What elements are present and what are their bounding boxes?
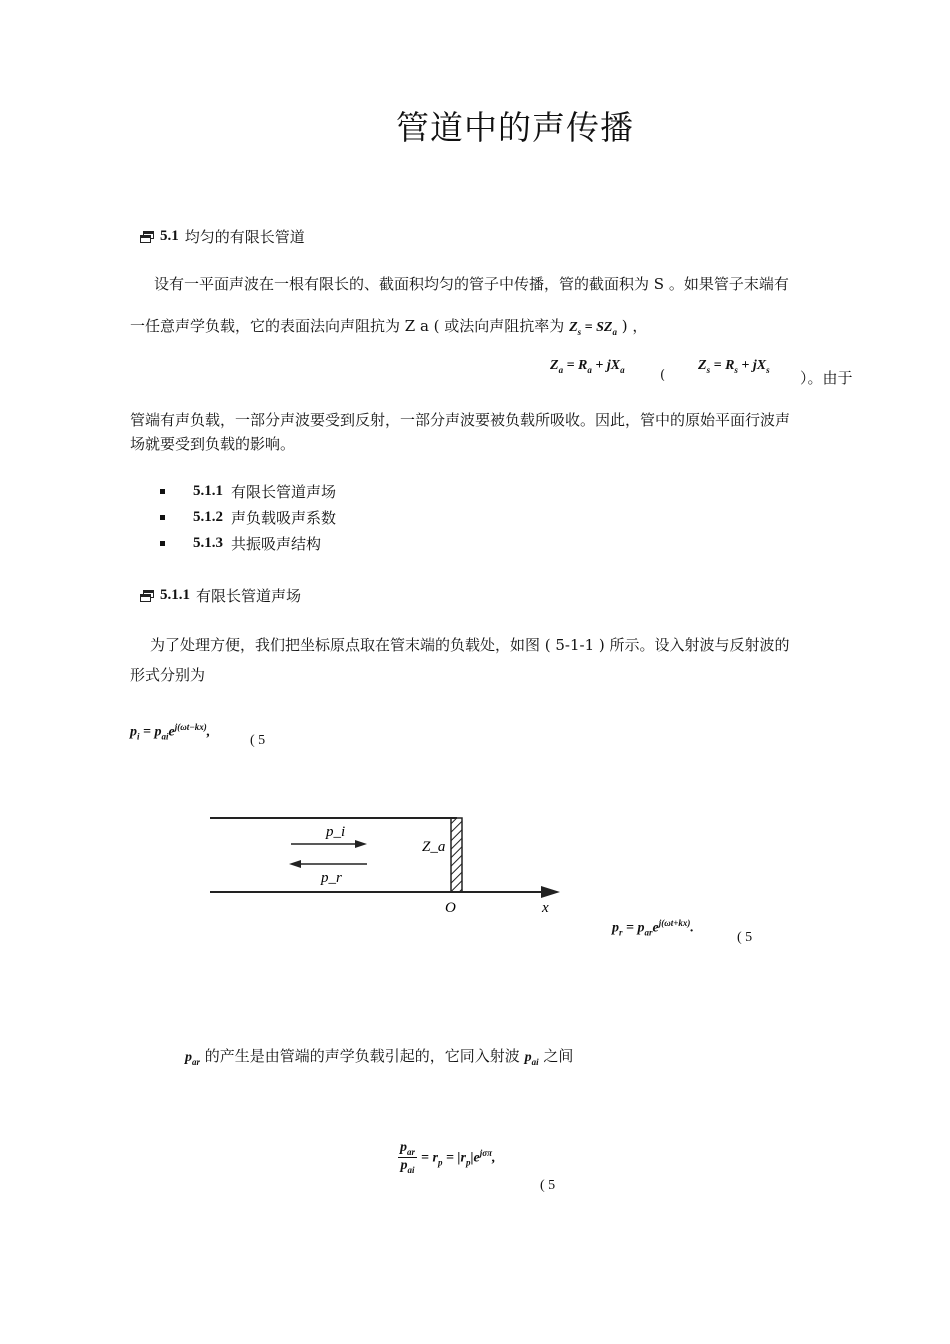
page-title: 管道中的声传播: [396, 108, 634, 147]
para3-line: [185, 1038, 573, 1080]
toc-item-5-1-3[interactable]: 5.1.3 共振吸声结构: [160, 530, 336, 556]
pipe-figure: [205, 806, 575, 926]
bullet-icon: [160, 541, 165, 546]
bullet-icon: [160, 515, 165, 520]
label-pi: p_i: [326, 824, 346, 840]
section-title: 有限长管道声场: [196, 587, 302, 605]
equation-number: ( 5: [540, 1178, 556, 1193]
restore-window-icon: [140, 231, 154, 243]
equation-reflected-wave: $p_r = p_{ar}e^{j(\omega t+kx)}$.: [612, 918, 694, 938]
paren-open: (: [660, 368, 666, 383]
formula-za: $Z_a = R_a + jX_a$: [550, 358, 625, 375]
restore-window-icon: [140, 590, 154, 602]
label-x: x: [542, 900, 549, 916]
formula-zs2: $Z_s = R_s + jX_s$: [698, 358, 770, 375]
section-heading-5-1[interactable]: [140, 226, 305, 247]
intro-line-3-end: ）。由于: [800, 369, 853, 387]
intro-line-5: 场就要受到负载的影响。: [130, 435, 296, 453]
equation-number: ( 5: [250, 733, 266, 748]
intro-line-2-text: 一任意声学负载，它的表面法向声阻抗为 Z a ( 或法向声阻抗率为: [130, 317, 565, 335]
intro-line-4: 管端有声负载，一部分声波要受到反射，一部分声波要被负载所吸收。因此，管中的原始平面行波声: [130, 411, 791, 429]
intro-line-1: 设有一平面声波在一根有限长的、截面积均匀的管子中传播，管的截面积为 S 。如果管子末端有: [154, 275, 789, 293]
equation-reflection-coefficient: $p_{ar}$ $p_{ai}$ = $r_p = |r_p|e^{j\sigma\pi}$,: [400, 1140, 496, 1175]
intro-line-2-end: ) ，: [621, 317, 648, 335]
toc-item-5-1-2[interactable]: 5.1.2 声负载吸声系数: [160, 504, 336, 530]
toc-list: [160, 478, 336, 556]
label-za: Z_a: [422, 839, 446, 855]
equation-number: ( 5: [737, 930, 753, 945]
para2-line-1: 为了处理方便，我们把坐标原点取在管末端的负载处，如图 ( 5-1-1 ) 所示。设入射波与反射波的: [150, 636, 790, 654]
label-origin: O: [445, 900, 456, 916]
bullet-icon: [160, 489, 165, 494]
load-termination: [451, 818, 462, 892]
formula-zs: $Z_s = SZ_a$: [569, 320, 617, 337]
para2-line-2: 形式分别为: [130, 666, 206, 684]
section-title: 均匀的有限长管道: [184, 228, 305, 246]
x-axis-arrowhead: [541, 886, 560, 898]
symbol-pai: $p_{ai}$: [524, 1050, 539, 1067]
para3-text-2: 之间: [543, 1047, 574, 1065]
equation-incident-wave: $p_i = p_{ai}e^{j(\omega t-kx)}$,: [130, 722, 211, 742]
symbol-par: $p_{ar}$: [185, 1050, 201, 1067]
section-number: 5.1.1: [160, 587, 190, 603]
label-pr: p_r: [321, 870, 342, 886]
toc-item-5-1-1[interactable]: 5.1.1 有限长管道声场: [160, 478, 336, 504]
section-heading-5-1-1[interactable]: [140, 585, 301, 606]
para3-text-1: 的产生是由管端的声学负载引起的，它同入射波: [204, 1047, 520, 1065]
section-number: 5.1: [160, 228, 179, 244]
intro-line-2: [130, 308, 647, 350]
